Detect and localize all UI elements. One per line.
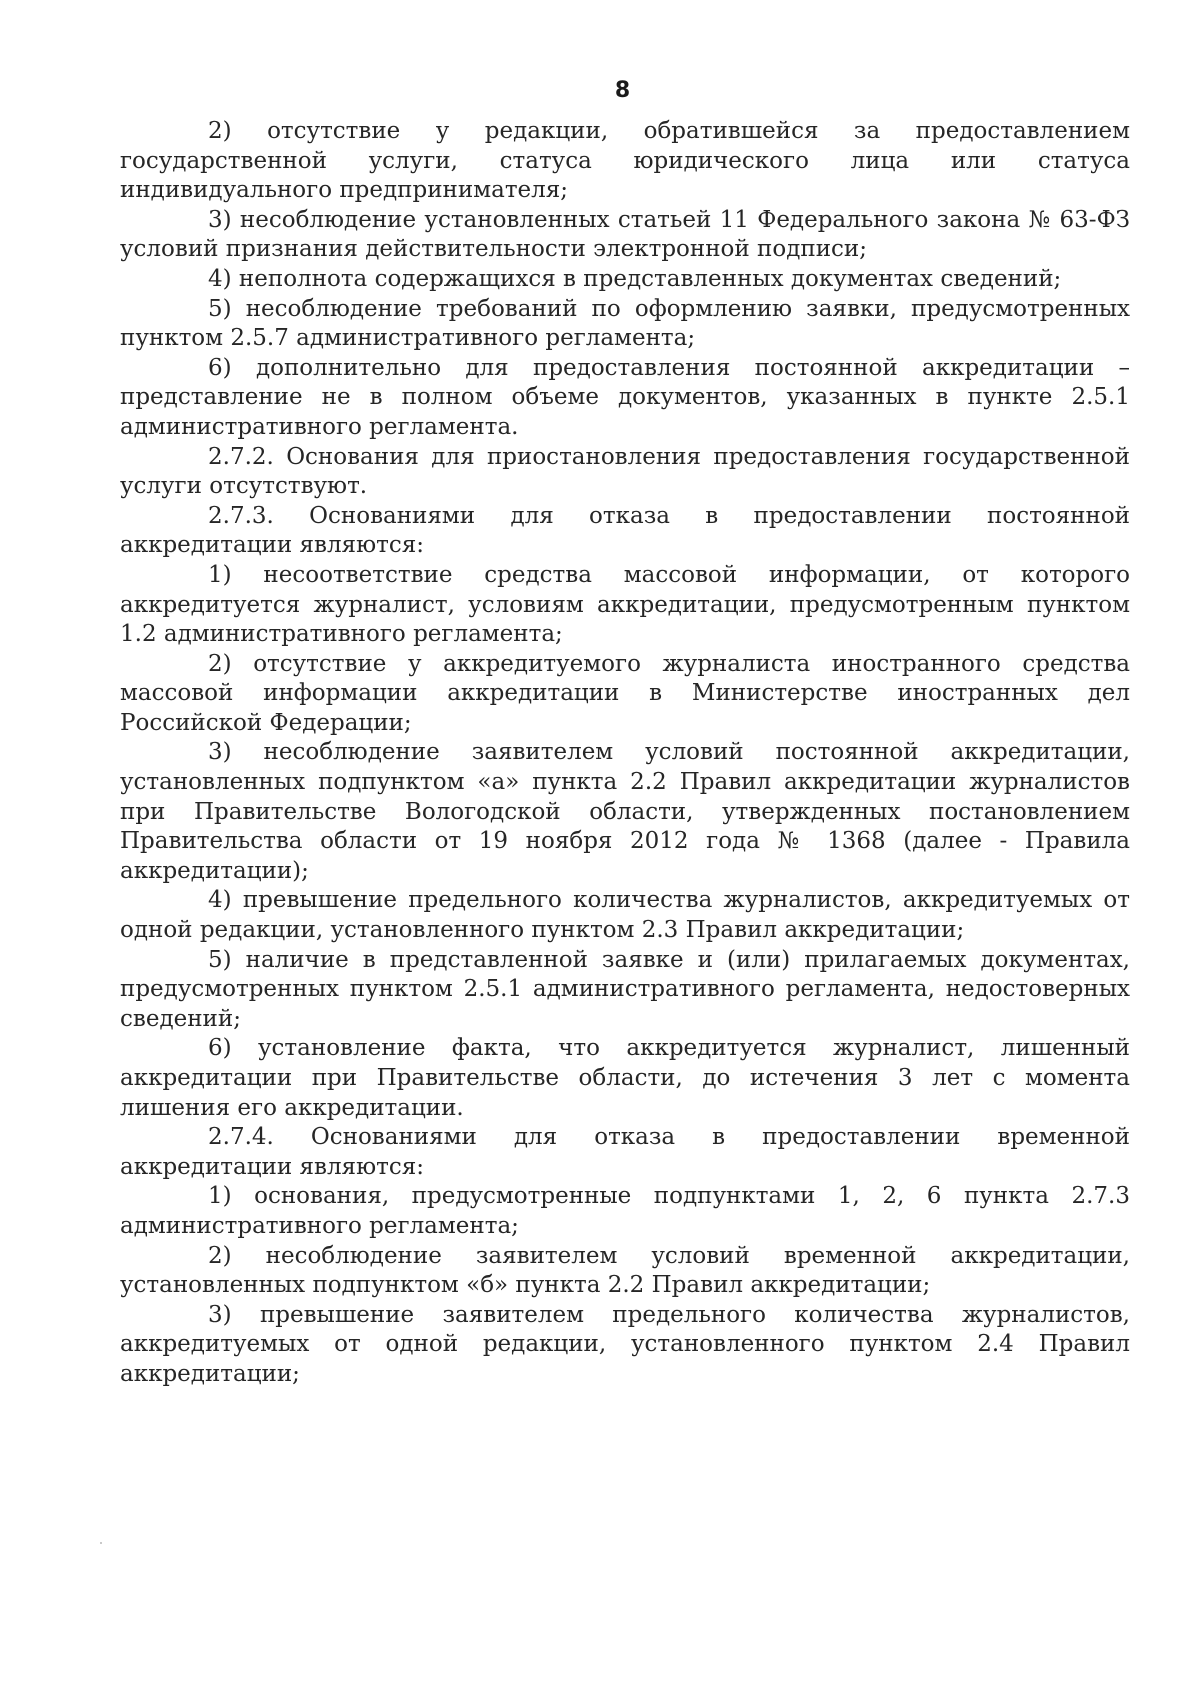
paragraph-2-7-4-item-3: 3) превышение заявителем предельного количества журналистов, аккредитуемых от одной редакции, установленного пунктом 2.4 Правил аккредитации; (120, 1301, 1130, 1387)
paragraph-2-7-3-item-5: 5) наличие в представленной заявке и (или) прилагаемых документах, предусмотренных пунктом 2.5.1 административного регламента, недостоверных сведений; (120, 946, 1130, 1032)
paragraph-item-2-no-legal-status: 2) отсутствие у редакции, обратившейся за предоставлением государственной услуги, статуса юридического лица или статуса индивидуального предпринимателя; (120, 118, 1130, 204)
paragraph-2-7-3-item-4: 4) превышение предельного количества журналистов, аккредитуемых от одной редакции, установленного пунктом 2.3 Правил аккредитации; (120, 887, 1130, 944)
paragraph-2-7-3-item-3: 3) несоблюдение заявителем условий постоянной аккредитации, установленных подпунктом «а» пункта 2.2 Правил аккредитации журналистов при Правительстве Вологодской области, утвержденных постановлением Правительства области от 19 ноября 2012 года № 1368 (далее - Правила аккредитации); (120, 739, 1130, 884)
page-number: 8 (614, 78, 631, 103)
paragraph-2-7-4-heading: 2.7.4. Основаниями для отказа в предоставлении временной аккредитации являются: (120, 1124, 1130, 1180)
paragraph-item-6-incomplete-documents: 6) дополнительно для предоставления постоянной аккредитации – представление не в полном объеме документов, указанных в пункте 2.5.1 административного регламента. (120, 354, 1130, 440)
paragraph-item-4-incomplete-info: 4) неполнота содержащихся в представленных документах сведений; (208, 265, 1062, 292)
paragraph-2-7-4-item-1: 1) основания, предусмотренные подпунктами 1, 2, 6 пункта 2.7.3 административного регламента; (120, 1183, 1130, 1239)
paragraph-2-7-3-item-6: 6) установление факта, что аккредитуется журналист, лишенный аккредитации при Правительстве области, до истечения 3 лет с момента лишения его аккредитации. (120, 1035, 1130, 1121)
paragraph-2-7-3-heading: 2.7.3. Основаниями для отказа в предоставлении постоянной аккредитации являются: (120, 502, 1130, 559)
paragraph-item-5-application-format: 5) несоблюдение требований по оформлению заявки, предусмотренных пунктом 2.5.7 административного регламента; (120, 295, 1130, 352)
document-body (120, 117, 1130, 1390)
paragraph-2-7-3-item-2: 2) отсутствие у аккредитуемого журналиста иностранного средства массовой информации аккредитации в Министерстве иностранных дел Российской Федерации; (120, 650, 1130, 736)
paragraph-2-7-3-item-1: 1) несоответствие средства массовой информации, от которого аккредитуется журналист, условиям аккредитации, предусмотренным пунктом 1.2 административного регламента; (120, 561, 1130, 648)
paragraph-2-7-4-item-2: 2) несоблюдение заявителем условий временной аккредитации, установленных подпунктом «б» пункта 2.2 Правил аккредитации; (120, 1242, 1130, 1299)
paragraph-item-3-signature-validity: 3) несоблюдение установленных статьей 11 Федерального закона № 63-ФЗ условий признания действительности электронной подписи; (120, 206, 1130, 263)
scan-speck (100, 1542, 102, 1544)
paragraph-2-7-2-suspension: 2.7.2. Основания для приостановления предоставления государственной услуги отсутствуют. (120, 443, 1130, 500)
